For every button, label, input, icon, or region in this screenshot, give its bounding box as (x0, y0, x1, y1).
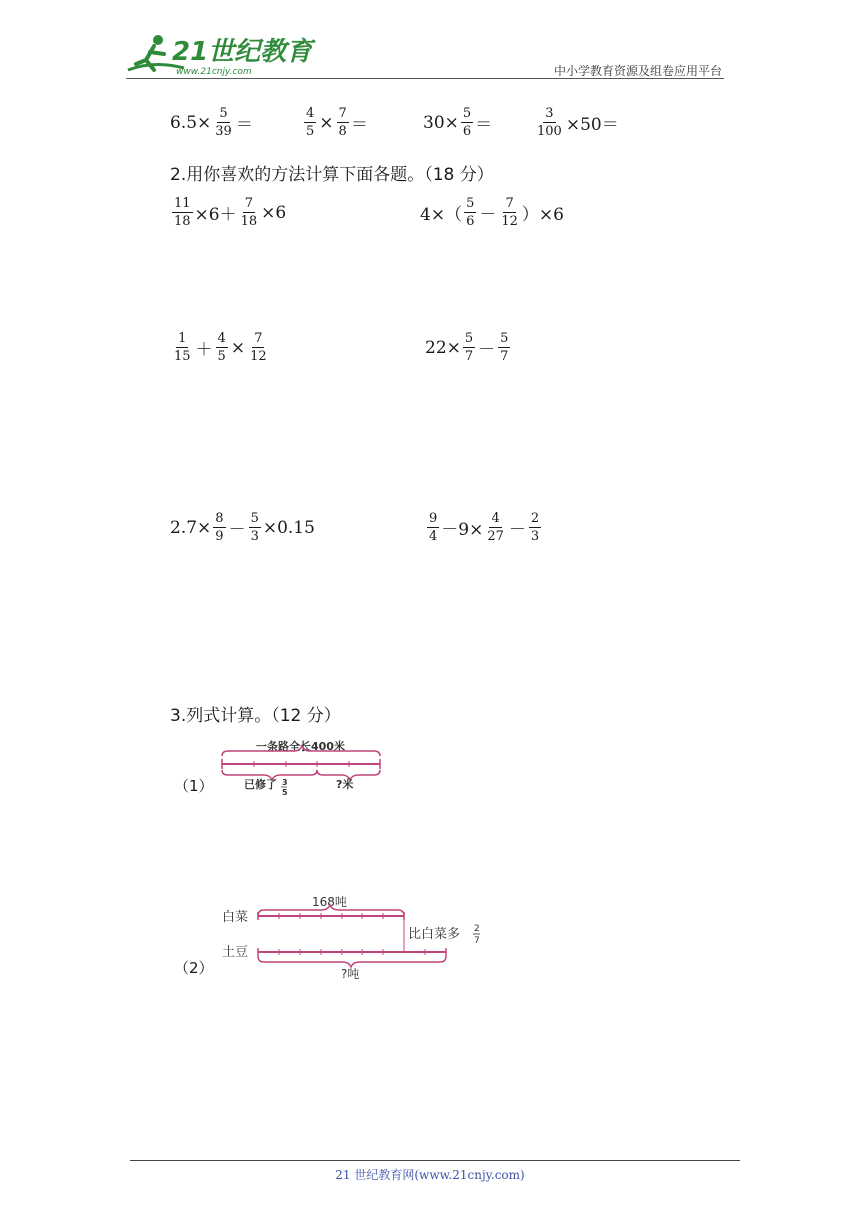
footer-site-link[interactable]: 21 世纪教育网(www.21cnjy.com) (335, 1168, 525, 1182)
compare-text: 比白菜多 (408, 927, 461, 942)
header-divider (126, 78, 724, 79)
row-cabbage-label: 白菜 (222, 910, 249, 925)
svg-text:2: 2 (474, 924, 480, 934)
oral-calc-3: 30× $\frac{5}{6}$ ＝ (423, 106, 493, 139)
potato-brace (258, 956, 446, 967)
problem-2-1: $\frac{11}{18}$ ×6＋ $\frac{7}{18}$ ×6 (174, 196, 287, 229)
fraction: $\frac{3}{100}$ (537, 106, 562, 139)
fraction: $\frac{7}{8}$ (338, 106, 347, 139)
svg-text:5: 5 (282, 788, 288, 797)
problem-2-6: $\frac{9}{4}$ －9× $\frac{4}{27}$ － $\frac{2}{3}$ (429, 511, 540, 544)
problem-2-4: 22× $\frac{5}{7}$ － $\frac{5}{7}$ (425, 331, 509, 364)
header-site-name: 中小学教育资源及组卷应用平台 (553, 64, 722, 78)
fraction: $\frac{4}{5}$ (306, 106, 315, 139)
fraction: $\frac{5}{39}$ (215, 106, 232, 139)
oral-calc-1: 6.5× $\frac{5}{39}$ ＝ (170, 106, 253, 139)
diagram-1-total: 一条路全长400米 (256, 740, 345, 753)
diagram-1-label: （1） (174, 777, 214, 795)
diagram-2-label: （2） (174, 959, 214, 977)
logo-runner-icon (124, 30, 313, 80)
problem-2-5: 2.7× $\frac{8}{9}$ － $\frac{5}{3}$ ×0.15 (170, 511, 315, 544)
road-line-diagram (216, 736, 388, 798)
fraction: $\frac{5}{6}$ (462, 106, 472, 139)
logo-url: www.21cnjy.com (176, 67, 252, 77)
section-3-heading: 3.列式计算。（12 分） (170, 706, 341, 726)
problem-2-3: $\frac{1}{15}$ ＋ $\frac{4}{5}$ × $\frac{7}{12}$ (174, 331, 267, 364)
problem-2-2: 4×（ $\frac{5}{6}$ － $\frac{7}{12}$ ）×6 (420, 196, 564, 229)
svg-text:3: 3 (282, 778, 288, 787)
section-2-heading: 2.用你喜欢的方法计算下面各题。（18 分） (170, 165, 494, 185)
diagram-1-unknown: ?米 (336, 778, 354, 791)
cabbage-value: 168吨 (312, 895, 347, 909)
diagram-1-done: 已修了 (244, 778, 277, 791)
svg-text:7: 7 (474, 936, 480, 946)
potato-unknown: ?吨 (341, 967, 360, 981)
vegetable-line-diagram (218, 890, 490, 982)
footer-divider (130, 1160, 740, 1161)
oral-calc-2: $\frac{4}{5}$ × $\frac{7}{8}$ ＝ (306, 106, 368, 139)
oral-calc-4: $\frac{3}{100}$ ×50＝ (537, 106, 619, 139)
logo-text: 21世纪教育 (172, 37, 313, 67)
cabbage-brace (258, 905, 404, 916)
site-logo (124, 30, 313, 80)
row-potato-label: 土豆 (222, 945, 249, 960)
